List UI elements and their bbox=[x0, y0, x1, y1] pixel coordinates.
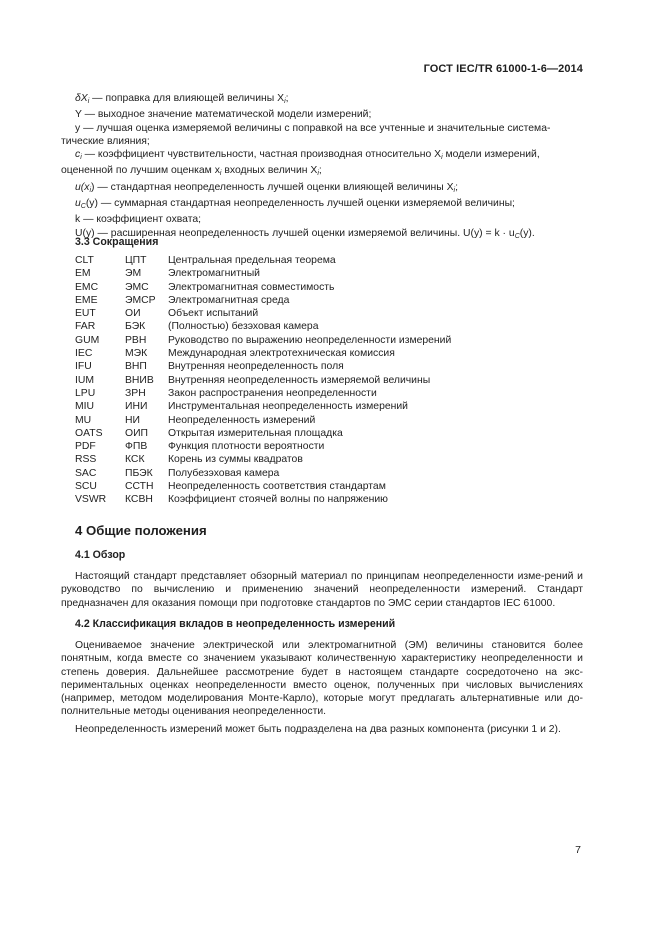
abbreviation-row bbox=[75, 440, 451, 453]
abbreviation-en: OATS bbox=[75, 427, 103, 439]
definition-ci: $c_i$ — коэффициент чувствительности, частная производная относительно $X_i$ модели измерений, bbox=[75, 149, 540, 162]
abbreviation-en: EMC bbox=[75, 281, 99, 293]
symbol-definitions bbox=[61, 92, 583, 243]
abbreviation-ru: КСВН bbox=[125, 494, 153, 506]
definition-k: k — коэффициент охвата; bbox=[75, 214, 202, 226]
definition-u-xi: $u(x_i)$ — стандартная неопределенность лучшей оценки влияющей величины $X_i$; bbox=[75, 181, 458, 194]
abbreviation-ru: КСК bbox=[125, 454, 145, 466]
abbreviation-row bbox=[75, 320, 451, 333]
abbreviation-description: Неопределенность измерений bbox=[168, 414, 316, 426]
abbreviation-row bbox=[75, 480, 451, 493]
abbreviation-description: Электромагнитный bbox=[168, 268, 260, 280]
abbreviation-ru: ЗРН bbox=[125, 387, 146, 399]
abbreviation-row bbox=[75, 387, 451, 400]
section-4-2-paragraph-1: Оцениваемое значение электрической или электромагнитной (ЭМ) величины становится более понятным, когда вместе со значением указывают количественную характеристику неопределенности и степень доверия. Дальнейшее рассмотрение будет в настоящем стандарте сосредоточено на экс-периментальных оценках неопределенности вместо оценок, полученных при числовых вычислениях (например, методом моделирования Монте-Карло), которые могут предлагать альтернативные или до-полнительные методы оценивания неопределенности. bbox=[61, 640, 583, 718]
abbreviation-en: SAC bbox=[75, 467, 97, 479]
abbreviation-row bbox=[75, 453, 451, 466]
abbreviation-ru: ССТН bbox=[125, 481, 154, 493]
abbreviation-description: Электромагнитная среда bbox=[168, 294, 290, 306]
abbreviation-row bbox=[75, 267, 451, 280]
abbreviation-row bbox=[75, 414, 451, 427]
abbreviation-row bbox=[75, 347, 451, 360]
abbreviation-ru: ОИП bbox=[125, 427, 149, 439]
section-4-1-heading: 4.1 Обзор bbox=[75, 549, 126, 561]
definition-y-output: Y — выходное значение математической модели измерений; bbox=[75, 109, 372, 121]
abbreviation-en: VSWR bbox=[75, 494, 107, 506]
definition-uc-y: $u_C(y)$ — суммарная стандартная неопределенность лучшей оценки измеряемой величины; bbox=[75, 198, 515, 211]
section-4-1-body: Настоящий стандарт представляет обзорный материал по принципам неопределенности изме-рений и руководство по вычислению и применению значений неопределенности измерений. Стандарт предназначен для оказания помощи при подготовке стандартов по ЭМС серии стандартов IEC 61000. bbox=[61, 571, 583, 609]
section-4-heading: 4 Общие положения bbox=[75, 523, 207, 538]
abbreviation-ru: ВНП bbox=[125, 361, 147, 373]
section-3-3-heading: 3.3 Сокращения bbox=[75, 236, 159, 248]
definition-expanded-uncertainty: U(y) — расширенная неопределенность лучшей оценки измеряемой величины. $U(y) = k \cdot u_C(y)$. bbox=[75, 227, 535, 240]
abbreviation-ru: РВН bbox=[125, 334, 147, 346]
abbreviation-en: MIU bbox=[75, 401, 95, 413]
abbreviation-en: MU bbox=[75, 414, 92, 426]
abbreviations-table bbox=[75, 254, 451, 507]
abbreviation-description: Неопределенность соответствия стандартам bbox=[168, 481, 386, 493]
abbreviation-description: Международная электротехническая комиссия bbox=[168, 348, 395, 360]
abbreviation-en: GUM bbox=[75, 334, 100, 346]
abbreviation-ru: ПБЭК bbox=[125, 467, 153, 479]
definition-y-best-estimate: y — лучшая оценка измеряемой величины с поправкой на все учтенные и значительные система- bbox=[75, 122, 551, 134]
abbreviation-description: Коэффициент стоячей волны по напряжению bbox=[168, 494, 388, 506]
abbreviation-description: Электромагнитная совместимость bbox=[168, 281, 335, 293]
abbreviation-ru: ФПВ bbox=[125, 441, 148, 453]
abbreviation-row bbox=[75, 334, 451, 347]
abbreviation-row bbox=[75, 400, 451, 413]
abbreviation-description: Инструментальная неопределенность измерений bbox=[168, 401, 408, 413]
abbreviation-en: CLT bbox=[75, 255, 94, 266]
definition-y-best-estimate-cont: тические влияния; bbox=[61, 135, 150, 147]
abbreviation-en: IUM bbox=[75, 374, 95, 386]
abbreviation-row bbox=[75, 307, 451, 320]
abbreviation-en: IEC bbox=[75, 348, 93, 360]
abbreviation-ru: ВНИВ bbox=[125, 374, 154, 386]
definition-delta-xi: $\delta X_i$ — поправка для влияющей величины $X_i$; bbox=[75, 93, 289, 105]
abbreviation-description: Объект испытаний bbox=[168, 308, 259, 320]
abbreviation-row bbox=[75, 427, 451, 440]
document-id-header: ГОСТ IEC/TR 61000-1-6—2014 bbox=[423, 63, 583, 75]
abbreviation-en: EM bbox=[75, 268, 91, 280]
abbreviation-en: EUT bbox=[75, 308, 96, 320]
abbreviation-ru: ЭМС bbox=[125, 281, 149, 293]
abbreviation-description: Внутренняя неопределенность поля bbox=[168, 361, 344, 373]
abbreviation-description: Функция плотности вероятности bbox=[168, 441, 325, 453]
abbreviation-row bbox=[75, 254, 451, 267]
abbreviation-en: IFU bbox=[75, 361, 92, 373]
abbreviation-row bbox=[75, 374, 451, 387]
abbreviation-en: LPU bbox=[75, 387, 96, 399]
definition-ci-cont: оцененной по лучшим оценкам $x_i$ входных величин $X_i$; bbox=[61, 165, 322, 178]
abbreviation-en: FAR bbox=[75, 321, 96, 333]
abbreviation-ru: ИНИ bbox=[125, 401, 148, 413]
abbreviation-ru: ЦПТ bbox=[125, 255, 147, 266]
page-number: 7 bbox=[575, 844, 581, 856]
abbreviation-description: Закон распространения неопределенности bbox=[168, 387, 377, 399]
abbreviation-description: Корень из суммы квадратов bbox=[168, 454, 303, 466]
abbreviation-row bbox=[75, 493, 451, 506]
section-4-2-heading: 4.2 Классификация вкладов в неопределенность измерений bbox=[75, 618, 396, 630]
abbreviation-ru: ЭМ bbox=[125, 268, 142, 280]
abbreviation-row bbox=[75, 467, 451, 480]
section-4-2-paragraph-2: Неопределенность измерений может быть подразделена на два разных компонента (рисунки 1 и 2). bbox=[75, 723, 561, 735]
abbreviation-row bbox=[75, 294, 451, 307]
abbreviation-ru: ОИ bbox=[125, 308, 141, 320]
abbreviation-description: Руководство по выражению неопределенности измерений bbox=[168, 334, 452, 346]
abbreviation-ru: ЭМСР bbox=[125, 294, 156, 306]
section-4-2-body bbox=[61, 639, 583, 736]
abbreviation-description: Центральная предельная теорема bbox=[168, 255, 336, 266]
abbreviation-row bbox=[75, 360, 451, 373]
abbreviation-en: RSS bbox=[75, 454, 97, 466]
abbreviation-en: SCU bbox=[75, 481, 97, 493]
abbreviation-ru: БЭК bbox=[125, 321, 146, 333]
abbreviation-description: (Полностью) безэховая камера bbox=[168, 321, 319, 333]
abbreviation-en: EME bbox=[75, 294, 98, 306]
abbreviation-description: Внутренняя неопределенность измеряемой величины bbox=[168, 374, 431, 386]
abbreviation-ru: МЭК bbox=[125, 348, 148, 360]
abbreviation-row bbox=[75, 281, 451, 294]
abbreviation-en: PDF bbox=[75, 441, 96, 453]
abbreviation-description: Полубезэховая камера bbox=[168, 467, 280, 479]
abbreviation-description: Открытая измерительная площадка bbox=[168, 427, 343, 439]
abbreviation-ru: НИ bbox=[125, 414, 140, 426]
